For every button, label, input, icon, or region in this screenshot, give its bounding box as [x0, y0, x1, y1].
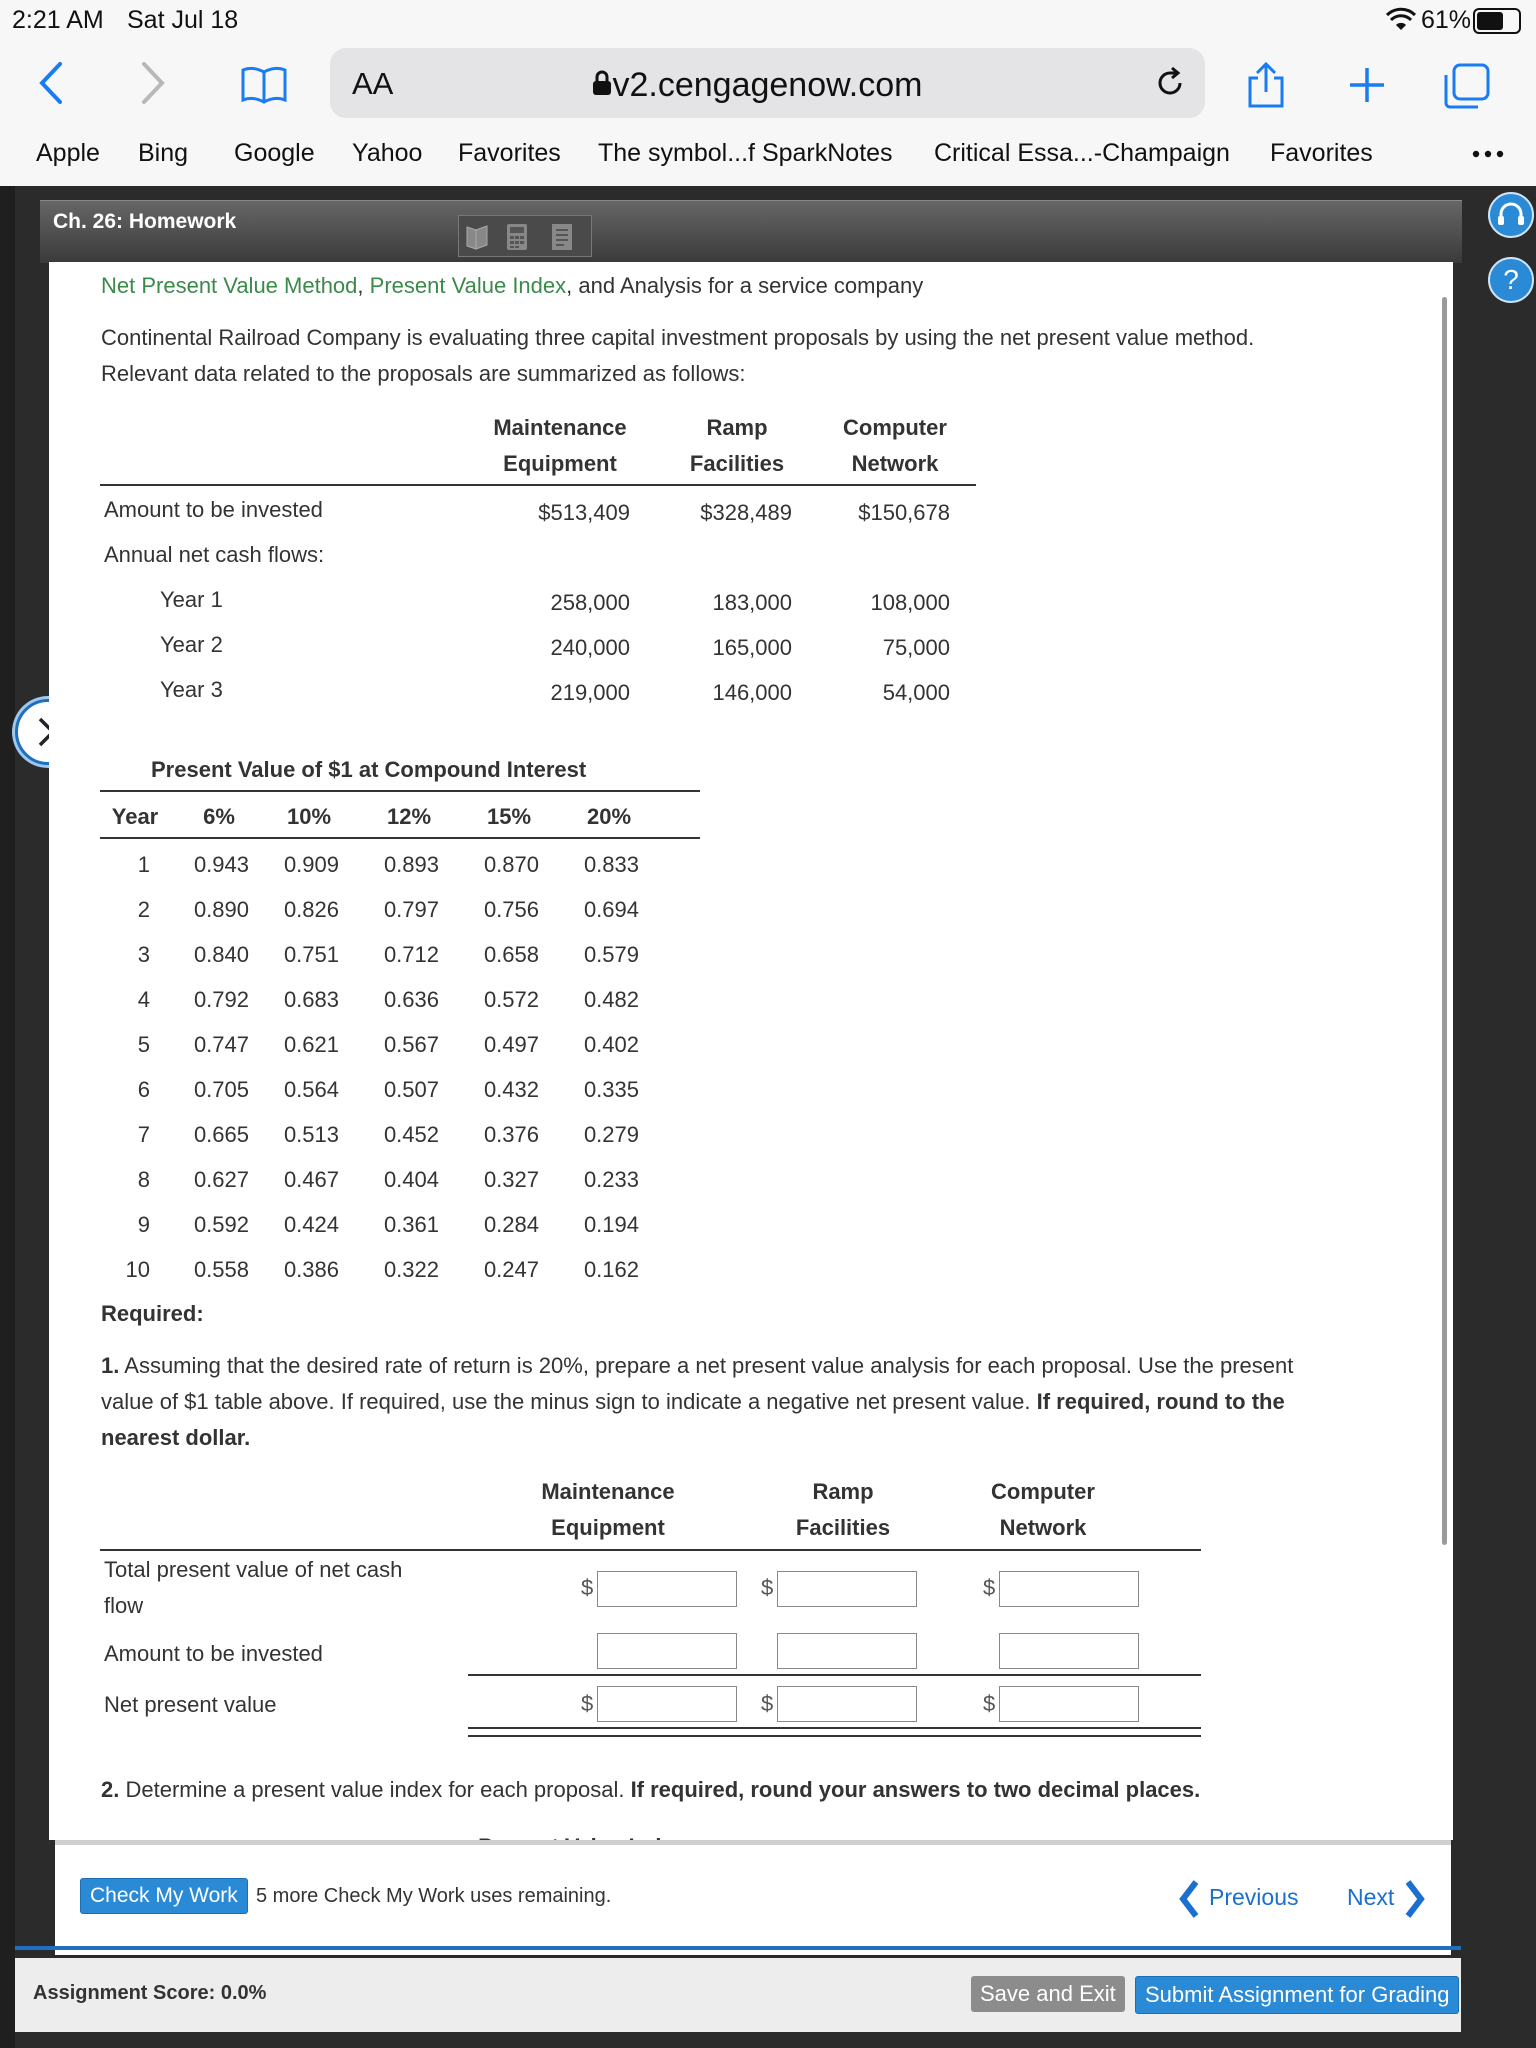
pv-factor-cell: 0.627 — [193, 1167, 249, 1192]
cf-y3-computer: 54,000 — [882, 680, 950, 705]
assignment-bar — [15, 1958, 1461, 2032]
pv-factor-cell: 0.513 — [283, 1122, 339, 1147]
pv-factor-cell: 0.452 — [383, 1122, 439, 1147]
pv-factor-cell: 0.284 — [483, 1212, 539, 1237]
pv-year-cell: 2 — [137, 897, 150, 922]
assignment-score: Assignment Score: 0.0% — [33, 1982, 267, 2004]
pv-factor-cell: 0.943 — [193, 852, 249, 877]
question-1-text-2: value of $1 table above. If required, use the minus sign to indicate a negative net present value. — [101, 1389, 1031, 1414]
row-label-line2: flow — [104, 1593, 144, 1618]
share-icon[interactable] — [1246, 62, 1286, 113]
total-double-rule — [468, 1727, 1201, 1737]
pv-factor-cell: 0.870 — [483, 852, 539, 877]
amount-maintenance: $513,409 — [538, 500, 630, 525]
pv-factor-cell: 0.694 — [583, 897, 639, 922]
pv-factor-cell: 0.327 — [483, 1167, 539, 1192]
pv-year-cell: 4 — [137, 987, 150, 1012]
year-1-label: Year 1 — [160, 587, 223, 612]
calculator-icon[interactable] — [505, 222, 529, 257]
left-edge — [0, 186, 15, 2048]
col-header-line1: Computer — [843, 415, 947, 440]
pv-index-link[interactable]: Present Value Index — [369, 273, 567, 298]
total-pv-ramp-input[interactable] — [777, 1571, 917, 1607]
favorite-google[interactable]: Google — [234, 139, 315, 167]
pv-factor-cell: 0.592 — [193, 1212, 249, 1237]
pv-factor-cell: 0.247 — [483, 1257, 539, 1282]
pv-factor-cell: 0.194 — [583, 1212, 639, 1237]
next-label: Next — [1347, 1884, 1395, 1910]
tabs-icon[interactable] — [1444, 63, 1490, 114]
battery-percent: 61% — [1421, 6, 1472, 34]
pv-header-rule — [100, 837, 700, 839]
pv-factor-cell: 0.621 — [283, 1032, 339, 1057]
col-header-line2: Equipment — [551, 1515, 665, 1540]
question-2-number: 2. — [101, 1777, 120, 1802]
status-time: 2:21 AM — [12, 6, 104, 34]
pv-factor-cell: 0.840 — [193, 942, 249, 967]
pv-factor-cell: 0.335 — [583, 1077, 639, 1102]
address-bar[interactable] — [330, 48, 1205, 118]
pv-factor-cell: 0.572 — [483, 987, 539, 1012]
header-bar — [40, 200, 1462, 263]
bookmarks-icon[interactable] — [240, 66, 288, 109]
back-icon[interactable] — [36, 60, 66, 111]
total-pv-maintenance-input[interactable] — [597, 1571, 737, 1607]
npv-row-total-pv-label — [104, 1552, 402, 1624]
pv-factor-cell: 0.507 — [383, 1077, 439, 1102]
pv-year-cell: 10 — [125, 1257, 150, 1282]
npv-ramp-input[interactable] — [777, 1686, 917, 1722]
amount-invested-ramp-input[interactable] — [777, 1633, 917, 1669]
pv-factor-cell: 0.756 — [483, 897, 539, 922]
pv-header-cell: 10% — [286, 804, 332, 829]
npv-computer-input[interactable] — [999, 1686, 1139, 1722]
required-heading: Required: — [101, 1301, 204, 1326]
currency-symbol: $ — [761, 1691, 774, 1716]
question-2 — [101, 1772, 1200, 1808]
pv-header-cell: 20% — [586, 804, 632, 829]
favorite-sparknotes[interactable]: The symbol...f SparkNotes — [598, 139, 893, 167]
wifi-icon — [1387, 10, 1415, 37]
pv-factor-cell: 0.567 — [383, 1032, 439, 1057]
cf-y3-ramp: 146,000 — [712, 680, 792, 705]
title-rest: , and Analysis for a service company — [566, 273, 924, 298]
npv-header-rule — [100, 1549, 1201, 1551]
vertical-scrollbar[interactable] — [1442, 297, 1447, 1545]
cf-y1-ramp: 183,000 — [712, 590, 792, 615]
pv-factor-cell: 0.497 — [483, 1032, 539, 1057]
cash-flows-label: Annual net cash flows: — [104, 542, 325, 567]
pv-year-cell: 5 — [137, 1032, 150, 1057]
col-header-line1: Maintenance — [493, 415, 627, 440]
page-title: Ch. 26: Homework — [53, 210, 237, 233]
question-1-number: 1. — [101, 1353, 120, 1378]
row-label-line1: Total present value of net cash — [104, 1557, 403, 1582]
question-1-line-1 — [101, 1348, 1293, 1384]
question-2-text: Determine a present value index for each proposal. — [125, 1777, 625, 1802]
status-date: Sat Jul 18 — [127, 6, 239, 34]
pv-factor-cell: 0.658 — [483, 942, 539, 967]
pv-factor-cell: 0.909 — [283, 852, 339, 877]
pv-factor-cell: 0.361 — [383, 1212, 439, 1237]
pv-factor-cell: 0.833 — [583, 852, 639, 877]
pv-factor-cell: 0.705 — [193, 1077, 249, 1102]
col-header-line2: Network — [999, 1515, 1087, 1540]
col-header-line1: Maintenance — [541, 1479, 675, 1504]
col-header-line2: Facilities — [689, 451, 785, 476]
subtotal-rule — [468, 1674, 1201, 1676]
check-my-work-button[interactable]: Check My Work — [80, 1878, 248, 1914]
pv-year-cell: 8 — [137, 1167, 150, 1192]
pv-header-cell: Year — [111, 804, 159, 829]
npv-row-amount-label: Amount to be invested — [104, 1641, 323, 1666]
npv-col-ramp — [738, 1474, 948, 1546]
currency-symbol: $ — [761, 1575, 774, 1600]
total-pv-computer-input[interactable] — [999, 1571, 1139, 1607]
pv-factor-cell: 0.826 — [283, 897, 339, 922]
pv-table-title: Present Value of $1 at Compound Interest — [151, 757, 587, 782]
favorite-bing[interactable]: Bing — [138, 139, 189, 167]
cf-y2-maintenance: 240,000 — [550, 635, 630, 660]
intro-line-1: Continental Railroad Company is evaluating three capital investment proposals by using the net present value method. — [101, 325, 1255, 350]
pv-year-cell: 3 — [137, 942, 150, 967]
notes-icon[interactable] — [549, 222, 575, 257]
favorite-favorites-2[interactable]: Favorites — [1270, 139, 1373, 167]
pv-factor-cell: 0.386 — [283, 1257, 339, 1282]
chevron-right-icon — [1403, 1879, 1427, 1919]
help-icon[interactable]: ? — [1488, 257, 1534, 303]
favorite-apple[interactable]: Apple — [36, 139, 100, 167]
question-2-bold: If required, round your answers to two decimal places. — [630, 1777, 1201, 1802]
pv-factor-cell: 0.482 — [583, 987, 639, 1012]
pv-factor-cell: 0.162 — [583, 1257, 639, 1282]
pv-factor-cell: 0.579 — [583, 942, 639, 967]
pv-factor-cell: 0.792 — [193, 987, 249, 1012]
col-header-line2: Network — [851, 451, 939, 476]
npv-col-computer — [938, 1474, 1148, 1546]
browser-chrome — [0, 0, 1536, 187]
right-rail — [1480, 186, 1536, 2048]
pv-title-rule — [100, 790, 700, 792]
npv-maintenance-input[interactable] — [597, 1686, 737, 1722]
cf-y3-maintenance: 219,000 — [550, 680, 630, 705]
pv-year-cell: 1 — [137, 852, 150, 877]
title-separator: , — [357, 273, 370, 298]
pv-factor-cell: 0.564 — [283, 1077, 339, 1102]
favorite-critical-essays[interactable]: Critical Essa...-Champaign — [934, 139, 1230, 167]
support-headset-icon[interactable] — [1488, 192, 1534, 238]
save-exit-button[interactable]: Save and Exit — [971, 1976, 1125, 2012]
pv-factor-cell: 0.797 — [383, 897, 439, 922]
pv-factor-cell: 0.893 — [383, 852, 439, 877]
pv-factor-cell: 0.467 — [283, 1167, 339, 1192]
currency-symbol: $ — [983, 1691, 996, 1716]
amount-ramp: $328,489 — [700, 500, 792, 525]
pv-factor-cell: 0.404 — [383, 1167, 439, 1192]
pv-factor-cell: 0.683 — [283, 987, 339, 1012]
pv-factor-cell: 0.432 — [483, 1077, 539, 1102]
col-header-line1: Ramp — [812, 1479, 874, 1504]
cf-y1-maintenance: 258,000 — [550, 590, 630, 615]
col-header-line2: Equipment — [503, 451, 617, 476]
pv-year-cell: 6 — [137, 1077, 150, 1102]
problem-content — [49, 262, 1453, 1840]
check-remaining-text: 5 more Check My Work uses remaining. — [256, 1885, 612, 1907]
battery-icon — [1473, 8, 1521, 34]
more-icon[interactable] — [1472, 146, 1504, 164]
intro-line-2: Relevant data related to the proposals are summarized as follows: — [101, 361, 746, 386]
footer-accent-line — [15, 1946, 1461, 1950]
currency-symbol: $ — [581, 1691, 594, 1716]
amount-label: Amount to be invested — [104, 497, 323, 522]
reload-icon[interactable] — [1153, 66, 1187, 105]
problem-footer — [55, 1840, 1451, 1955]
pv-factor-cell: 0.558 — [193, 1257, 249, 1282]
pv-factor-cell: 0.747 — [193, 1032, 249, 1057]
npv-col-maintenance — [503, 1474, 713, 1546]
pv-factor-cell: 0.376 — [483, 1122, 539, 1147]
header-rule — [100, 484, 976, 486]
question-1-bold: If required, round to the — [1036, 1389, 1285, 1414]
pv-factor-cell: 0.279 — [583, 1122, 639, 1147]
cf-y2-ramp: 165,000 — [712, 635, 792, 660]
amount-invested-computer-input[interactable] — [999, 1633, 1139, 1669]
new-tab-icon[interactable] — [1348, 66, 1386, 109]
pv-factor-cell: 0.890 — [193, 897, 249, 922]
col-header-line1: Computer — [991, 1479, 1095, 1504]
pv-factor-cell: 0.751 — [283, 942, 339, 967]
previous-label: Previous — [1209, 1884, 1299, 1910]
pv-factor-cell: 0.712 — [383, 942, 439, 967]
question-1-line-2 — [101, 1384, 1285, 1420]
pv-year-cell: 9 — [137, 1212, 150, 1237]
question-1-bold-2: nearest dollar. — [101, 1425, 251, 1450]
pv-factor-cell: 0.233 — [583, 1167, 639, 1192]
col-header-line1: Ramp — [706, 415, 768, 440]
npv-method-link[interactable]: Net Present Value Method — [101, 273, 358, 298]
col-header-computer — [790, 410, 1000, 482]
pv-header-cell: 12% — [386, 804, 432, 829]
npv-row-net-label: Net present value — [104, 1692, 277, 1717]
pv-factor-cell: 0.424 — [283, 1212, 339, 1237]
ebook-icon[interactable] — [464, 223, 490, 256]
url-text[interactable]: v2.cengagenow.com — [612, 66, 923, 104]
favorite-yahoo[interactable]: Yahoo — [352, 139, 423, 167]
tool-buttons — [458, 215, 592, 257]
amount-invested-maintenance-input[interactable] — [597, 1633, 737, 1669]
cf-y2-computer: 75,000 — [882, 635, 950, 660]
chevron-left-icon — [1177, 1879, 1201, 1919]
pv-header-cell: 6% — [203, 804, 235, 829]
question-1-text: Assuming that the desired rate of return is 20%, prepare a net present value analysis for each proposal. Use the present — [124, 1353, 1294, 1378]
col-header-line2: Facilities — [795, 1515, 891, 1540]
currency-symbol: $ — [581, 1575, 594, 1600]
forward-icon[interactable] — [138, 60, 168, 111]
pv-factor-cell: 0.665 — [193, 1122, 249, 1147]
submit-assignment-button[interactable]: Submit Assignment for Grading — [1135, 1976, 1459, 2014]
text-size-button[interactable]: AA — [352, 66, 394, 101]
pv-year-cell: 7 — [137, 1122, 150, 1147]
currency-symbol: $ — [983, 1575, 996, 1600]
pv-factor-cell: 0.322 — [383, 1257, 439, 1282]
cf-y1-computer: 108,000 — [870, 590, 950, 615]
pv-factor-cell: 0.636 — [383, 987, 439, 1012]
problem-title — [101, 268, 923, 304]
pv-factor-cell: 0.402 — [583, 1032, 639, 1057]
favorite-favorites[interactable]: Favorites — [458, 139, 561, 167]
pv-header-cell: 15% — [486, 804, 532, 829]
year-3-label: Year 3 — [160, 677, 223, 702]
year-2-label: Year 2 — [160, 632, 223, 657]
amount-computer: $150,678 — [858, 500, 950, 525]
